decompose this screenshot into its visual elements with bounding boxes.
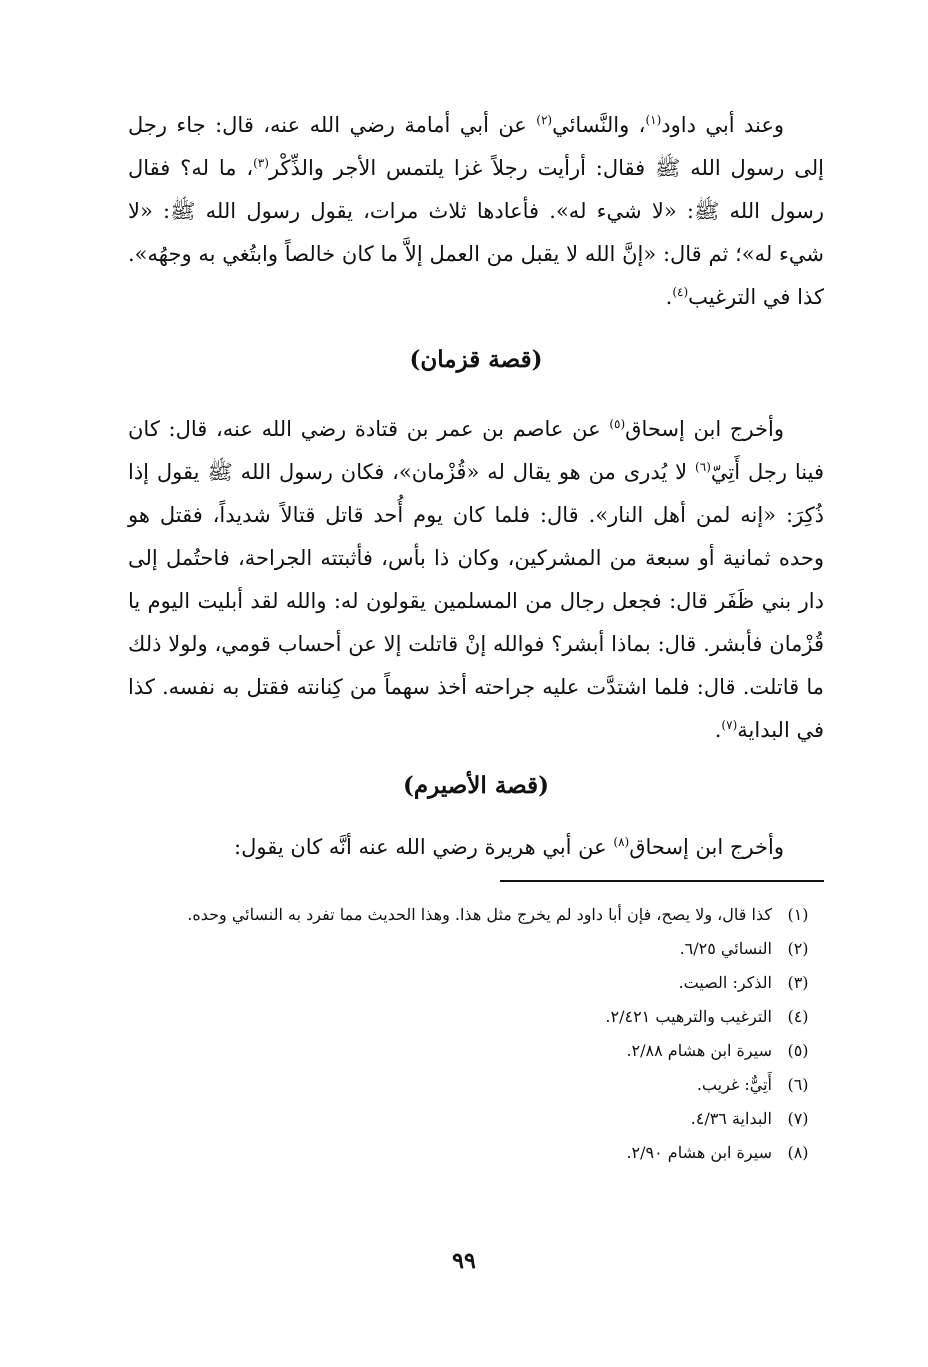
text-run: ، والنَّسائي bbox=[552, 113, 646, 137]
footnote-number: (٣) bbox=[787, 973, 809, 992]
footnote-ref: (٧) bbox=[721, 718, 738, 732]
paragraph-quzman bbox=[128, 408, 824, 752]
footnote-item bbox=[128, 1102, 824, 1136]
footnote-item bbox=[128, 1000, 824, 1034]
section-heading-quzman: (قصة قزمان) bbox=[409, 346, 543, 373]
footnote-item bbox=[128, 932, 824, 966]
paragraph-usayrim bbox=[128, 826, 824, 869]
footnote-text: البداية ٤/٣٦. bbox=[690, 1109, 772, 1128]
footnote-item bbox=[128, 898, 824, 932]
footnote-text: النسائي ٦/٢٥. bbox=[679, 939, 772, 958]
paragraph-text bbox=[128, 408, 824, 752]
footnote-number: (٨) bbox=[787, 1143, 809, 1162]
text-run: لا يُدرى من هو يقال له «قُزْمان»، فكان رسول الله ﷺ يقول إذا ذُكِرَ: «إنه لمن أهل النار». قال: فلما كان يوم أُحد قاتل قتالاً شديداً، فقتل هو وحده ثمانية أو سبعة من المشركين، وكان ذا بأس، فأثبتته الجراحة، فاحتُمل إلى دار بني ظَفَر قال: فجعل رجال من المسلمين يقولون له: والله لقد أبليت اليوم يا قُزْمان فأبشر. قال: بماذا أبشر؟ فوالله إنْ قاتلت إلا عن أحساب قومي، ولولا ذلك ما قاتلت. قال: فلما اشتدَّت عليه جراحته أخذ سهماً من كِنانته فقتل به نفسه. كذا في البداية bbox=[128, 460, 824, 742]
page-number: ٩٩ bbox=[452, 1248, 476, 1274]
paragraph-text bbox=[128, 104, 824, 319]
text-run: عن أبي أمامة رضي الله عنه، قال: جاء رجل إلى رسول الله ﷺ فقال: أرأيت رجلاً غزا يلتمس الأجر والذِّكْر bbox=[128, 113, 824, 180]
footnote-number: (٢) bbox=[787, 939, 809, 958]
footnote-ref: (٣) bbox=[253, 156, 269, 170]
footnote-item bbox=[128, 1034, 824, 1068]
footnote-ref: (٥) bbox=[609, 417, 626, 431]
text-run: عن أبي هريرة رضي الله عنه أنَّه كان يقول: bbox=[234, 835, 614, 859]
text-run: وأخرج ابن إسحاق bbox=[625, 417, 785, 441]
footnote-number: (٧) bbox=[787, 1109, 809, 1128]
footnote-ref: (٢) bbox=[536, 113, 553, 127]
footnote-ref: (٦) bbox=[695, 460, 711, 474]
text-run: عن عاصم بن عمر بن قتادة رضي الله عنه، قال: كان فينا رجل أَتِيّ bbox=[128, 417, 825, 484]
section-heading-usayrim: (قصة الأصيرم) bbox=[403, 772, 549, 799]
footnote-number: (١) bbox=[787, 905, 809, 924]
footnote-number: (٦) bbox=[787, 1075, 809, 1094]
footnote-text: الذكر: الصيت. bbox=[678, 973, 772, 992]
footnote-ref: (١) bbox=[645, 113, 662, 127]
footnote-text: سيرة ابن هشام ٢/٩٠. bbox=[626, 1143, 772, 1162]
footnote-item bbox=[128, 1068, 824, 1102]
footnote-ref: (٨) bbox=[613, 835, 630, 849]
footnote-text: سيرة ابن هشام ٢/٨٨. bbox=[626, 1041, 772, 1060]
footnotes-list bbox=[128, 898, 824, 1170]
footnote-ref: (٤) bbox=[672, 285, 689, 299]
footnote-item bbox=[128, 966, 824, 1000]
footnote-divider bbox=[500, 880, 824, 882]
text-run: وعند أبي داود bbox=[661, 113, 785, 137]
footnote-number: (٤) bbox=[787, 1007, 809, 1026]
text-run: وأخرج ابن إسحاق bbox=[629, 835, 784, 859]
footnote-text: أَتِيٌّ: غريب. bbox=[696, 1075, 772, 1094]
footnote-item bbox=[128, 1136, 824, 1170]
paragraph-abu-umama bbox=[128, 104, 824, 319]
text-run: . bbox=[714, 718, 722, 742]
paragraph-text bbox=[128, 826, 824, 869]
footnote-text: الترغيب والترهيب ٢/٤٢١. bbox=[605, 1007, 772, 1026]
text-run: . bbox=[665, 285, 673, 309]
text-run: ، ما له؟ فقال رسول الله ﷺ: «لا شيء له». فأعادها ثلاث مرات، يقول رسول الله ﷺ: «لا شيء له»؛ ثم قال: «إنَّ الله لا يقبل من العمل إلاَّ ما كان خالصاً وابتُغي به وجهُه». كذا في الترغيب bbox=[128, 156, 824, 309]
footnote-number: (٥) bbox=[787, 1041, 809, 1060]
footnote-text: كذا قال، ولا يصح، فإن أبا داود لم يخرج مثل هذا. وهذا الحديث مما تفرد به النسائي وحده. bbox=[187, 905, 772, 924]
